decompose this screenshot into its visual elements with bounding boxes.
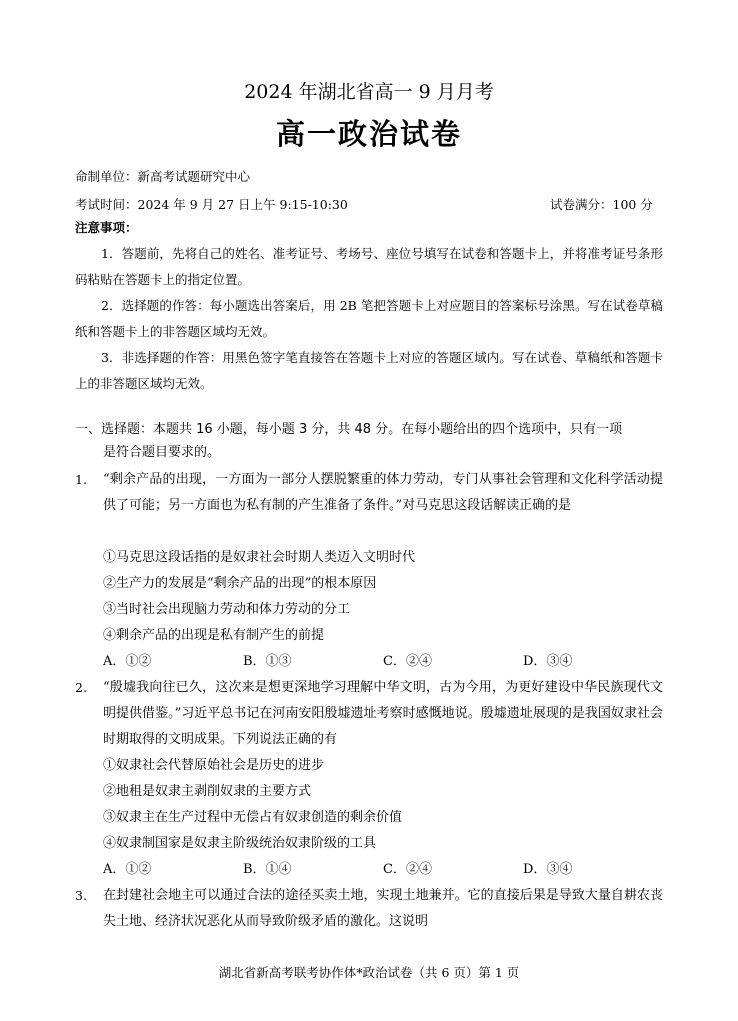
note-item: 3．非选择题的作答：用黑色签字笔直接答在答题卡上对应的答题区域内。写在试卷、草稿纸和答题卡上的非答题区域均无效。 — [75, 350, 663, 391]
statement: ①马克思这段话指的是奴隶社会时期人类迈入文明时代 — [103, 550, 416, 565]
question-stem: “剩余产品的出现，一方面为一部分人摆脱繁重的体力劳动，专门从事社会管理和文化科学活动提供了可能；另一方面也为私有制的产生准备了条件。”对马克思这段话解读正确的是 — [103, 472, 663, 513]
question-stem: “殷墟我向往已久，这次来是想更深地学习理解中华文明，古为今用，为更好建设中华民族现代文明提供借鉴。”习近平总书记在河南安阳殷墟遗址考察时感慨地说。殷墟遗址展现的是我国奴隶社会时期取得的文明成果。下列说法正确的有 — [103, 680, 663, 747]
full-score: 试卷满分：100 分 — [550, 197, 653, 212]
statement: ④剩余产品的出现是私有制产生的前提 — [103, 628, 325, 643]
answer-choices — [103, 857, 663, 883]
choice-b[interactable]: B．①③ — [243, 654, 292, 669]
choice-d[interactable]: D．③④ — [523, 862, 573, 877]
exam-title: 2024 年湖北省高一 9 月月考 — [244, 81, 494, 103]
section-heading-cont: 是符合题目要求的。 — [103, 445, 221, 460]
choice-a[interactable]: A．①② — [103, 862, 152, 877]
note-item: 2．选择题的作答：每小题选出答案后，用 2B 笔把答题卡上对应题目的答案标号涂黑。写在试卷草稿纸和答题卡上的非答题区域均无效。 — [75, 298, 663, 339]
choice-c[interactable]: C．②④ — [383, 862, 432, 877]
question-stem: 在封建社会地主可以通过合法的途径买卖土地，实现土地兼并。它的直接后果是导致大量自耕农丧失土地、经济状况恶化从而导致阶级矛盾的激化。这说明 — [103, 888, 663, 929]
statement: ③奴隶主在生产过程中无偿占有奴隶创造的剩余价值 — [103, 810, 403, 825]
question-number: 3. — [75, 888, 87, 903]
paper-title: 高一政治试卷 — [275, 117, 462, 151]
statement: ④奴隶制国家是奴隶主阶级统治奴隶阶级的工具 — [103, 836, 377, 851]
author-line: 命制单位：新高考试题研究中心 — [75, 169, 251, 184]
statement: ②生产力的发展是“剩余产品的出现”的根本原因 — [103, 576, 377, 591]
choice-a[interactable]: A．①② — [103, 654, 152, 669]
notes-heading: 注意事项： — [75, 220, 138, 235]
answer-choices — [103, 649, 663, 675]
choice-b[interactable]: B．①④ — [243, 862, 292, 877]
statement: ①奴隶社会代替原始社会是历史的进步 — [103, 758, 325, 773]
choice-c[interactable]: C．②④ — [383, 654, 432, 669]
note-item: 1．答题前，先将自己的姓名、准考证号、考场号、座位号填写在试卷和答题卡上，并将准考证号条形码粘贴在答题卡上的指定位置。 — [75, 246, 663, 287]
exam-time: 考试时间：2024 年 9 月 27 日上午 9:15-10:30 — [75, 197, 348, 212]
question-number: 2. — [75, 680, 87, 695]
section-heading: 一、选择题：本题共 16 小题，每小题 3 分，共 48 分。在每小题给出的四个选项中，只有一项 — [75, 422, 623, 437]
question-number: 1. — [75, 472, 87, 487]
statement: ③当时社会出现脑力劳动和体力劳动的分工 — [103, 602, 351, 617]
page-footer: 湖北省新高考联考协作体*政治试卷（共 6 页）第 1 页 — [218, 965, 520, 980]
choice-d[interactable]: D．③④ — [523, 654, 573, 669]
statement: ②地租是奴隶主剥削奴隶的主要方式 — [103, 784, 312, 799]
